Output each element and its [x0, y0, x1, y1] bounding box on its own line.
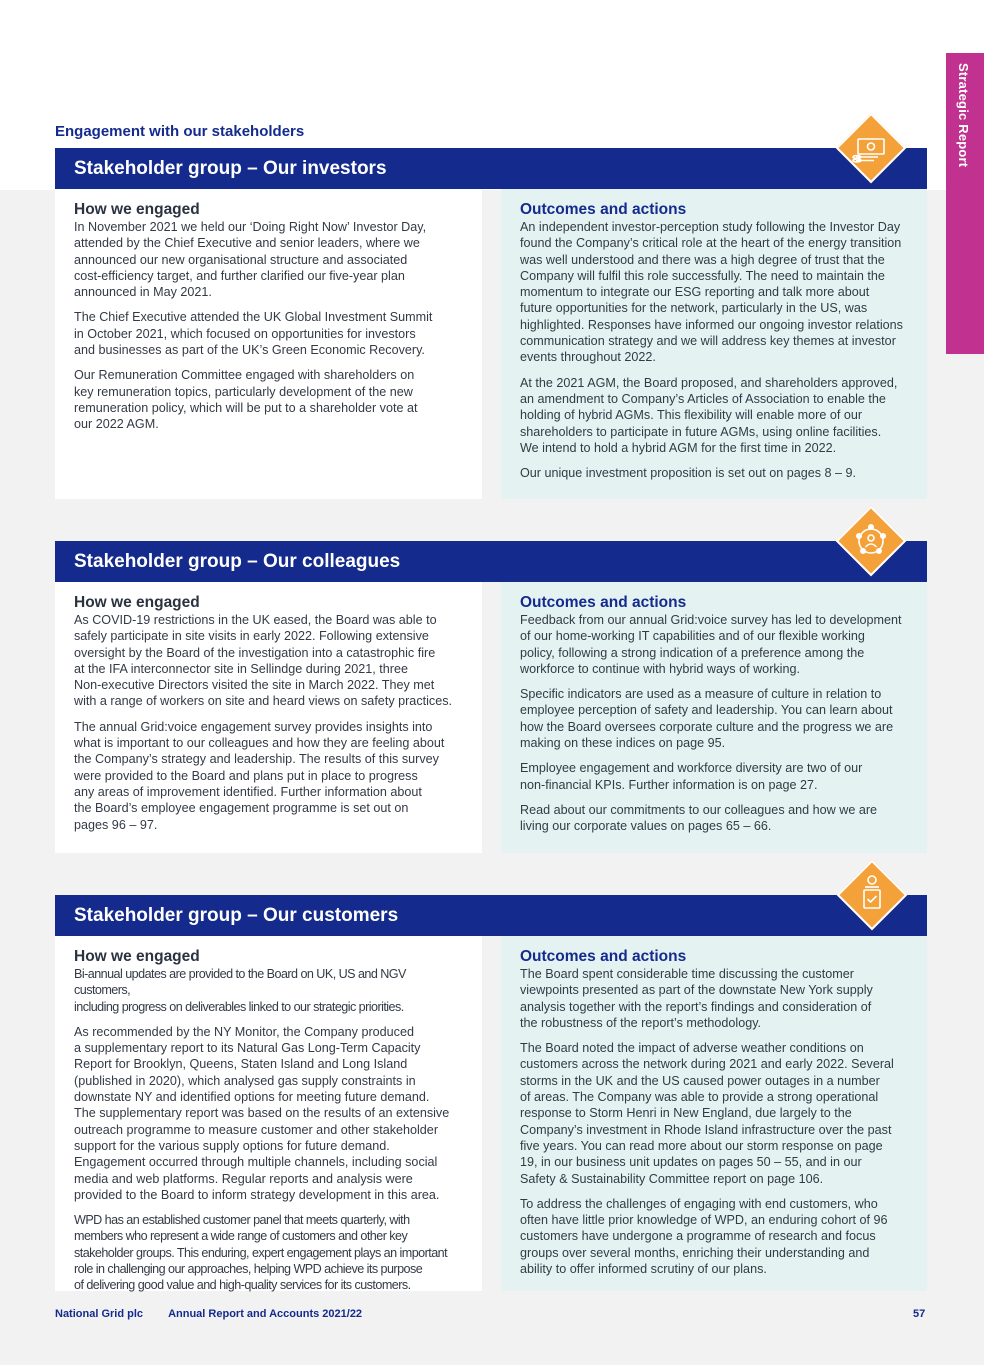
- investors-engaged-heading: How we engaged: [74, 201, 200, 218]
- customers-engaged-paragraph: Bi-annual updates are provided to the Board on UK, US and NGV customers, including progress on deliverables linked to our strategic priorities.: [74, 967, 406, 1014]
- customers-engaged-panel: [55, 936, 482, 1291]
- colleagues-outcomes-paragraph: Read about our commitments to our colleagues and how we are living our corporate values on pages 65 – 66.: [520, 802, 878, 834]
- section-tab[interactable]: [946, 53, 984, 354]
- section-tab-label: Strategic Report: [956, 63, 971, 168]
- investors-engaged-paragraph: In November 2021 we held our ‘Doing Right Now’ Investor Day, attended by the Chief Executive and senior leaders, where we announced our new organisational structure and associated cost-efficiency target, and further clarified our five-year plan announced in May 2021.: [74, 220, 427, 300]
- colleagues-outcomes-panel: [501, 582, 927, 853]
- investors-engaged-panel: [55, 189, 482, 499]
- investors-outcomes-panel: [501, 189, 927, 499]
- banknote-icon: [836, 113, 906, 183]
- people-network-icon: [836, 506, 906, 576]
- colleagues-outcomes-paragraph: Employee engagement and workforce diversity are two of our non-financial KPIs. Further information is on page 27.: [520, 761, 863, 792]
- investors-outcomes-paragraph: At the 2021 AGM, the Board proposed, and shareholders approved, an amendment to Company’s Articles of Association to enable the holding of hybrid AGMs. This flexibility will enable more of our shareholders to participate in future AGMs, using online facilities. We intend to hold a hybrid AGM for the first time in 2022.: [520, 375, 898, 455]
- footer-report-title: Annual Report and Accounts 2021/22: [168, 1308, 363, 1320]
- colleagues-engaged-heading: How we engaged: [74, 594, 200, 611]
- page-number: 57: [913, 1308, 926, 1320]
- colleagues-outcomes-paragraph: Specific indicators are used as a measure of culture in relation to employee perception of safety and leadership. You can learn about how the Board oversees corporate culture and the progress we are making on these indices on page 95.: [520, 687, 894, 751]
- customers-outcomes-heading: Outcomes and actions: [520, 948, 687, 965]
- colleagues-outcomes-paragraph: Feedback from our annual Grid:voice survey has led to development of our home-working IT capabilities and of our flexible working policy, following a strong indication of a preference among the workforce to continue with hybrid ways of working.: [520, 613, 902, 676]
- customers-outcomes-paragraph: The Board spent considerable time discussing the customer viewpoints presented as part of the downstate New York supply analysis together with the report’s findings and consideration of the robustness of the report’s methodology.: [520, 967, 873, 1030]
- group-header-colleagues: Stakeholder group – Our colleagues: [55, 541, 927, 582]
- person-check-icon: [837, 860, 907, 930]
- customers-engaged-paragraph: WPD has an established customer panel that meets quarterly, with members who represent a wide range of customers and other key stakeholder groups. This enduring, expert engagement plays an important role in challenging our approaches, helping WPD achieve its purpose of delivering good value and high-quality services for its customers.: [74, 1213, 448, 1293]
- footer-company: National Grid plc: [55, 1308, 144, 1320]
- colleagues-engaged-paragraph: As COVID-19 restrictions in the UK eased, the Board was able to safely participate in site visits in early 2022. Following extensive oversight by the Board of the investigation into a catastrophic fire at the IFA interconnector site in Sellindge during 2021, three Non-executive Directors visited the site in March 2022. They met with a range of workers on site and heard views on safety practices.: [74, 613, 453, 709]
- colleagues-outcomes-heading: Outcomes and actions: [520, 594, 687, 611]
- section-heading: Engagement with our stakeholders: [55, 123, 305, 140]
- investors-outcomes-paragraph: Our unique investment proposition is set out on pages 8 – 9.: [520, 466, 857, 481]
- customers-engaged-paragraph: As recommended by the NY Monitor, the Company produced a supplementary report to its Natural Gas Long-Term Capacity Report for Brooklyn, Queens, Staten Island and Long Island (published in 2020), which analysed gas supply constraints in downstate NY and identified options for meeting future demand. The supplementary report was based on the results of an extensive outreach programme to measure customer and other stakeholder support for the various supply options for future demand. Engagement occurred through multiple channels, including social media and web platforms. Regular reports and analysis were provided to the Board to inform strategy development in this area.: [74, 1024, 450, 1202]
- footer: [55, 1308, 362, 1320]
- customers-engaged-heading: How we engaged: [74, 948, 200, 965]
- investors-outcomes-heading: Outcomes and actions: [520, 201, 687, 218]
- customers-outcomes-paragraph: The Board noted the impact of adverse weather conditions on customers across the network during 2021 and early 2022. Several storms in the UK and the US caused power outages in a number of areas. The Company was able to provide a strong operational response to Storm Henri in New England, due largely to the Company’s investment in Rhode Island infrastructure over the past five years. You can read more about our storm response on page 19, in our business unit updates on pages 50 – 55, and in our Safety & Sustainability Committee report on page 106.: [520, 1041, 894, 1186]
- customers-outcomes-panel: [501, 936, 927, 1291]
- colleagues-engaged-paragraph: The annual Grid:voice engagement survey provides insights into what is important to our colleagues and how they are feeling about the Company’s strategy and leadership. The results of this survey were provided to the Board and plans put in place to progress any areas of improvement identified. Further information about the Board’s employee engagement programme is set out on pages 96 – 97.: [74, 719, 445, 832]
- investors-outcomes-paragraph: An independent investor-perception study following the Investor Day found the Company’s critical role at the heart of the energy transition was well understood and there was a high degree of trust that the Company will fulfil this role successfully. The need to maintain the momentum to integrate our ESG reporting and talk more about future opportunities for the network, particularly in the US, was highlighted. Responses have informed our ongoing investor relations communication strategy and we will address key themes at investor events throughout 2022.: [520, 220, 903, 365]
- investors-engaged-paragraph: Our Remuneration Committee engaged with shareholders on key remuneration topics, particularly development of the new remuneration policy, which will be put to a shareholder vote at our 2022 AGM.: [74, 368, 418, 432]
- investors-engaged-paragraph: The Chief Executive attended the UK Global Investment Summit in October 2021, which focused on opportunities for investors and businesses as part of the UK’s Green Economic Recovery.: [74, 310, 433, 358]
- colleagues-engaged-panel: [55, 582, 482, 853]
- group-header-investors: Stakeholder group – Our investors: [55, 148, 927, 189]
- customers-outcomes-paragraph: To address the challenges of engaging with end customers, who often have little prior knowledge of WPD, an enduring cohort of 96 customers have undergone a programme of research and focus groups over several months, enriching their understanding and ability to offer informed scrutiny of our plans.: [520, 1196, 888, 1277]
- group-header-customers: Stakeholder group – Our customers: [55, 895, 927, 936]
